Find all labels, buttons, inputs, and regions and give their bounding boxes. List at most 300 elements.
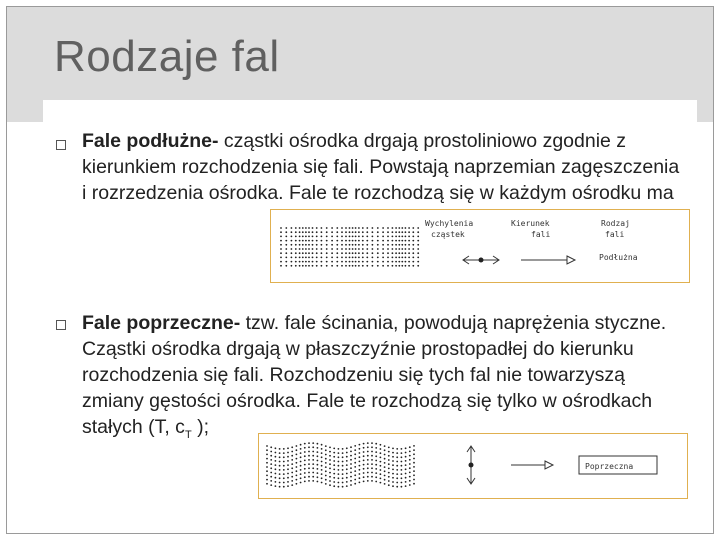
- particle-dot: [300, 461, 302, 463]
- particle-dot: [354, 445, 356, 447]
- particle-dot: [377, 236, 379, 238]
- particle-dot: [312, 240, 314, 242]
- particle-dot: [412, 248, 414, 250]
- particle-dot: [349, 227, 351, 229]
- particle-dot: [350, 472, 352, 474]
- particle-dot: [398, 231, 400, 233]
- particle-dot: [355, 236, 357, 238]
- particle-dot: [405, 244, 407, 246]
- particle-dot: [388, 476, 390, 478]
- particle-dot: [299, 236, 301, 238]
- particle-dot: [266, 454, 268, 456]
- particle-dot: [387, 231, 389, 233]
- particle-dot: [304, 443, 306, 445]
- particle-dot: [275, 468, 277, 470]
- particle-dot: [333, 481, 335, 483]
- particle-dot: [358, 231, 360, 233]
- particle-dot: [341, 261, 343, 263]
- particle-dot: [367, 480, 369, 482]
- particle-dot: [392, 248, 394, 250]
- particle-dot: [338, 486, 340, 488]
- particle-dot: [350, 463, 352, 465]
- particle-dot: [387, 261, 389, 263]
- particle-dot: [300, 477, 302, 479]
- particle-dot: [329, 455, 331, 457]
- particle-dot: [358, 261, 360, 263]
- particle-dot: [304, 481, 306, 483]
- particle-dot: [384, 454, 386, 456]
- particle-dot: [359, 465, 361, 467]
- particle-dot: [398, 261, 400, 263]
- label-type-2: fali: [605, 230, 625, 239]
- particle-dot: [326, 252, 328, 254]
- particle-dot: [363, 476, 365, 478]
- particle-dot: [326, 265, 328, 267]
- particle-dot: [312, 463, 314, 465]
- particle-dot: [401, 244, 403, 246]
- particle-dot: [295, 261, 297, 263]
- particle-dot: [308, 463, 310, 465]
- particle-dot: [371, 459, 373, 461]
- particle-dot: [331, 227, 333, 229]
- particle-dot: [296, 454, 298, 456]
- particle-dot: [316, 227, 318, 229]
- particle-dot: [401, 482, 403, 484]
- particle-dot: [371, 455, 373, 457]
- particle-dot: [388, 463, 390, 465]
- particle-dot: [396, 448, 398, 450]
- particle-dot: [382, 227, 384, 229]
- particle-dot: [398, 244, 400, 246]
- particle-dot: [417, 261, 419, 263]
- particle-dot: [345, 227, 347, 229]
- particle-dot: [295, 236, 297, 238]
- particle-dot: [387, 248, 389, 250]
- particle-dot: [291, 451, 293, 453]
- particle-dot: [325, 466, 327, 468]
- particle-dot: [359, 456, 361, 458]
- particle-dot: [333, 448, 335, 450]
- particle-dot: [358, 248, 360, 250]
- particle-dot: [308, 240, 310, 242]
- particle-dot: [304, 455, 306, 457]
- particle-dot: [355, 227, 357, 229]
- particle-dot: [355, 248, 357, 250]
- particle-dot: [380, 473, 382, 475]
- particle-dot: [398, 236, 400, 238]
- particle-dot: [308, 252, 310, 254]
- particle-dot: [345, 244, 347, 246]
- particle-dot: [382, 244, 384, 246]
- particle-dot: [367, 451, 369, 453]
- paragraph-transverse: Fale poprzeczne- tzw. fale ścinania, powodują naprężenia styczne. Cząstki ośrodka drgają w płaszczyźnie prostopadłej do kierunku rozchodzenia się fali. Rozchodzeniu się tych fal nie towarzyszą zmiany gęstości ośrodka. Fale te rozchodzą się tylko w ośrodkach stałych (T, $c_T$ );: [82, 312, 667, 441]
- particle-dot: [401, 456, 403, 458]
- particle-dot: [296, 449, 298, 451]
- particle-dot: [358, 240, 360, 242]
- particle-dot: [401, 261, 403, 263]
- particle-dot: [352, 261, 354, 263]
- particle-dot: [266, 466, 268, 468]
- particle-dot: [346, 452, 348, 454]
- particle-dot: [336, 261, 338, 263]
- particle-dot: [300, 448, 302, 450]
- particle-dot: [352, 244, 354, 246]
- particle-dot: [350, 451, 352, 453]
- particle-dot: [377, 244, 379, 246]
- particle-dot: [392, 473, 394, 475]
- particle-dot: [352, 248, 354, 250]
- particle-dot: [270, 484, 272, 486]
- particle-dot: [341, 257, 343, 259]
- particle-dot: [304, 464, 306, 466]
- particle-dot: [380, 452, 382, 454]
- particle-dot: [396, 461, 398, 463]
- particle-dot: [405, 252, 407, 254]
- particle-dot: [382, 265, 384, 267]
- particle-dot: [291, 244, 293, 246]
- particle-dot: [377, 265, 379, 267]
- particle-dot: [354, 474, 356, 476]
- particle-dot: [305, 257, 307, 259]
- particle-dot: [412, 244, 414, 246]
- particle-dot: [401, 473, 403, 475]
- particle-dot: [329, 459, 331, 461]
- particle-dot: [336, 236, 338, 238]
- particle-dot: [398, 248, 400, 250]
- particle-dot: [413, 474, 415, 476]
- particle-dot: [392, 456, 394, 458]
- particle-dot: [398, 265, 400, 267]
- particle-dot: [392, 227, 394, 229]
- particle-dot: [352, 265, 354, 267]
- particle-dot: [388, 447, 390, 449]
- particle-dot: [380, 461, 382, 463]
- particle-dot: [287, 481, 289, 483]
- particle-dot: [362, 261, 364, 263]
- particle-dot: [413, 462, 415, 464]
- particle-dot: [312, 227, 314, 229]
- particle-dot: [382, 248, 384, 250]
- particle-dot: [392, 244, 394, 246]
- particle-dot: [312, 244, 314, 246]
- particle-dot: [345, 265, 347, 267]
- particle-dot: [401, 265, 403, 267]
- particle-dot: [401, 477, 403, 479]
- particle-dot: [401, 486, 403, 488]
- particle-dot: [266, 483, 268, 485]
- particle-dot: [336, 240, 338, 242]
- particle-dot: [384, 458, 386, 460]
- particle-dot: [405, 481, 407, 483]
- particle-dot: [401, 231, 403, 233]
- particle-dot: [341, 265, 343, 267]
- particle-dot: [417, 252, 419, 254]
- particle-dot: [367, 442, 369, 444]
- particle-dot: [317, 447, 319, 449]
- particle-dot: [266, 458, 268, 460]
- figure-longitudinal-drawing: [271, 210, 689, 282]
- particle-dot: [300, 465, 302, 467]
- particle-dot: [317, 451, 319, 453]
- particle-dot: [295, 231, 297, 233]
- particle-dot: [401, 236, 403, 238]
- particle-dot: [382, 257, 384, 259]
- particle-dot: [346, 456, 348, 458]
- particle-dot: [345, 248, 347, 250]
- particle-dot: [329, 451, 331, 453]
- particle-dot: [396, 469, 398, 471]
- particle-dot: [291, 446, 293, 448]
- particle-dot: [325, 445, 327, 447]
- particle-dot: [377, 240, 379, 242]
- particle-dot: [405, 447, 407, 449]
- particle-dot: [375, 451, 377, 453]
- particle-dot: [401, 227, 403, 229]
- particle-dot: [305, 248, 307, 250]
- particle-dot: [366, 236, 368, 238]
- particle-dot: [387, 265, 389, 267]
- particle-dot: [333, 473, 335, 475]
- particle-dot: [355, 231, 357, 233]
- particle-dot: [363, 472, 365, 474]
- particle-dot: [346, 473, 348, 475]
- particle-dot: [359, 448, 361, 450]
- label-displacement-2: cząstek: [431, 230, 465, 239]
- particle-dot: [270, 463, 272, 465]
- particle-dot: [358, 265, 360, 267]
- particle-dot: [413, 445, 415, 447]
- particle-dot: [363, 481, 365, 483]
- particle-dot: [321, 448, 323, 450]
- label-transverse-type: Poprzeczna: [585, 462, 634, 471]
- particle-dot: [359, 473, 361, 475]
- particle-dot: [331, 231, 333, 233]
- particle-dot: [355, 252, 357, 254]
- particle-dot: [384, 479, 386, 481]
- particle-dot: [287, 460, 289, 462]
- particle-dot: [392, 460, 394, 462]
- particle-dot: [388, 451, 390, 453]
- particle-dot: [408, 257, 410, 259]
- particle-dot: [279, 469, 281, 471]
- particle-dot: [350, 476, 352, 478]
- particle-dot: [359, 482, 361, 484]
- particle-dot: [305, 231, 307, 233]
- particle-dot: [341, 240, 343, 242]
- particle-dot: [384, 475, 386, 477]
- particle-dot: [349, 252, 351, 254]
- particle-dot: [312, 480, 314, 482]
- particle-dot: [291, 265, 293, 267]
- particle-dot: [358, 252, 360, 254]
- particle-dot: [387, 252, 389, 254]
- particle-dot: [380, 448, 382, 450]
- label-type: Rodzaj: [601, 219, 630, 228]
- particle-dot: [412, 252, 414, 254]
- particle-dot: [275, 473, 277, 475]
- particle-dot: [363, 464, 365, 466]
- particle-dot: [380, 482, 382, 484]
- particle-dot: [291, 476, 293, 478]
- particle-dot: [409, 480, 411, 482]
- particle-dot: [317, 468, 319, 470]
- particle-dot: [305, 265, 307, 267]
- particle-dot: [287, 468, 289, 470]
- particle-dot: [321, 252, 323, 254]
- particle-dot: [291, 248, 293, 250]
- particle-dot: [270, 480, 272, 482]
- particle-dot: [409, 472, 411, 474]
- particle-dot: [375, 481, 377, 483]
- particle-dot: [291, 463, 293, 465]
- particle-dot: [300, 444, 302, 446]
- figure-longitudinal: [270, 209, 690, 283]
- particle-dot: [317, 443, 319, 445]
- particle-dot: [371, 442, 373, 444]
- particle-dot: [302, 236, 304, 238]
- particle-dot: [316, 240, 318, 242]
- particle-dot: [372, 257, 374, 259]
- particle-dot: [270, 451, 272, 453]
- particle-dot: [280, 261, 282, 263]
- particle-dot: [408, 231, 410, 233]
- particle-dot: [308, 248, 310, 250]
- particle-dot: [333, 485, 335, 487]
- particle-dot: [317, 481, 319, 483]
- particle-dot: [283, 452, 285, 454]
- particle-dot: [329, 463, 331, 465]
- particle-dot: [387, 244, 389, 246]
- particle-dot: [387, 227, 389, 229]
- particle-dot: [395, 236, 397, 238]
- text-subscript: T: [184, 428, 192, 441]
- particle-dot: [350, 480, 352, 482]
- particle-dot: [355, 265, 357, 267]
- particle-dot: [325, 449, 327, 451]
- particle-dot: [392, 261, 394, 263]
- particle-dot: [300, 452, 302, 454]
- particle-dot: [291, 467, 293, 469]
- particle-dot: [405, 248, 407, 250]
- particle-dot: [279, 456, 281, 458]
- particle-dot: [417, 248, 419, 250]
- particle-dot: [350, 455, 352, 457]
- particle-dot: [331, 265, 333, 267]
- particle-dot: [372, 261, 374, 263]
- particle-dot: [333, 460, 335, 462]
- particle-dot: [392, 231, 394, 233]
- particle-dot: [362, 231, 364, 233]
- particle-dot: [326, 240, 328, 242]
- accent-block-left: [7, 100, 43, 122]
- particle-dot: [346, 477, 348, 479]
- particle-dot: [384, 470, 386, 472]
- particle-dot: [312, 455, 314, 457]
- particle-dot: [308, 451, 310, 453]
- particle-dot: [325, 462, 327, 464]
- particle-dot: [354, 453, 356, 455]
- particle-dot: [279, 465, 281, 467]
- particle-dot: [345, 252, 347, 254]
- particle-dot: [317, 455, 319, 457]
- particle-dot: [280, 265, 282, 267]
- particle-dot: [413, 466, 415, 468]
- particle-dot: [304, 447, 306, 449]
- particle-dot: [321, 265, 323, 267]
- particle-dot: [302, 240, 304, 242]
- particle-dot: [285, 257, 287, 259]
- particle-dot: [417, 265, 419, 267]
- particle-dot: [412, 257, 414, 259]
- longitudinal-particle-grid: [280, 227, 419, 267]
- particle-dot: [308, 265, 310, 267]
- particle-dot: [295, 265, 297, 267]
- particle-dot: [312, 442, 314, 444]
- particle-dot: [333, 469, 335, 471]
- particle-dot: [408, 261, 410, 263]
- particle-dot: [372, 265, 374, 267]
- particle-dot: [355, 257, 357, 259]
- particle-dot: [305, 244, 307, 246]
- particle-dot: [408, 227, 410, 229]
- particle-dot: [363, 455, 365, 457]
- particle-dot: [349, 236, 351, 238]
- particle-dot: [283, 469, 285, 471]
- particle-dot: [392, 477, 394, 479]
- particle-dot: [413, 483, 415, 485]
- particle-dot: [270, 455, 272, 457]
- particle-dot: [354, 462, 356, 464]
- particle-dot: [291, 231, 293, 233]
- particle-dot: [333, 477, 335, 479]
- particle-dot: [409, 463, 411, 465]
- particle-dot: [412, 261, 414, 263]
- particle-dot: [380, 469, 382, 471]
- particle-dot: [308, 480, 310, 482]
- particle-dot: [366, 244, 368, 246]
- particle-dot: [296, 466, 298, 468]
- particle-dot: [305, 240, 307, 242]
- particle-dot: [326, 231, 328, 233]
- particle-dot: [409, 484, 411, 486]
- particle-dot: [291, 236, 293, 238]
- particle-dot: [336, 248, 338, 250]
- particle-dot: [338, 477, 340, 479]
- particle-dot: [279, 477, 281, 479]
- particle-dot: [280, 257, 282, 259]
- particle-dot: [342, 461, 344, 463]
- particle-dot: [308, 261, 310, 263]
- particle-dot: [366, 252, 368, 254]
- particle-dot: [372, 227, 374, 229]
- particle-dot: [388, 472, 390, 474]
- particle-dot: [317, 476, 319, 478]
- particle-dot: [363, 451, 365, 453]
- particle-dot: [349, 244, 351, 246]
- particle-dot: [308, 236, 310, 238]
- particle-dot: [291, 257, 293, 259]
- particle-dot: [413, 453, 415, 455]
- particle-dot: [312, 231, 314, 233]
- particle-dot: [326, 248, 328, 250]
- particle-dot: [275, 481, 277, 483]
- particle-dot: [417, 240, 419, 242]
- particle-dot: [312, 252, 314, 254]
- particle-dot: [325, 458, 327, 460]
- particle-dot: [401, 448, 403, 450]
- particle-dot: [312, 476, 314, 478]
- particle-dot: [396, 465, 398, 467]
